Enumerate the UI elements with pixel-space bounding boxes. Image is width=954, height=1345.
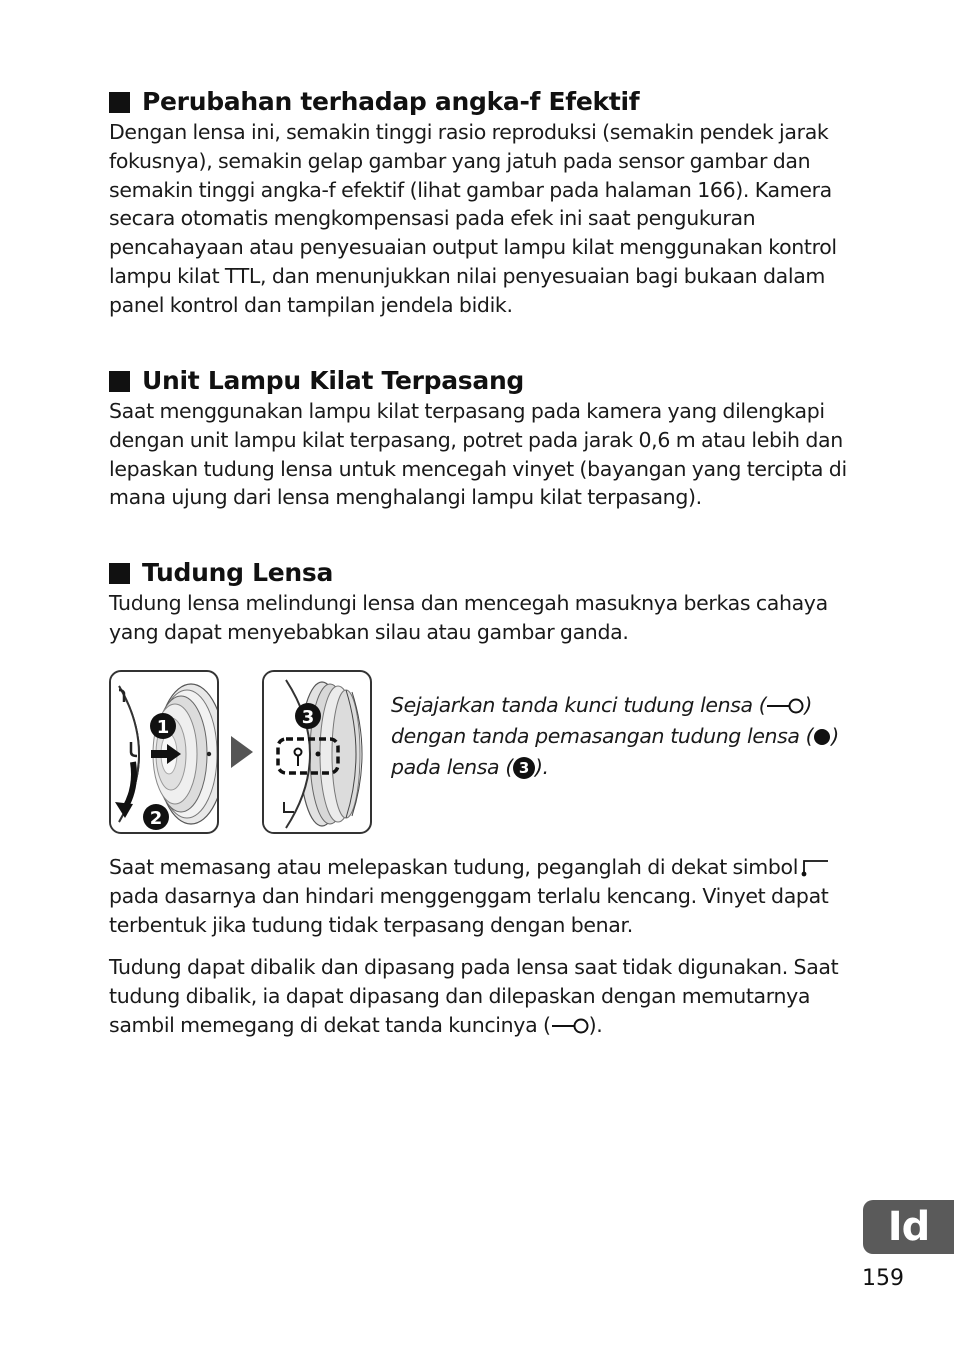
section-heading (109, 557, 849, 589)
paragraph-text-part: ). (588, 1012, 603, 1037)
paragraph-text-part: pada dasarnya dan hindari menggenggam terlalu kencang. Vinyet dapat terbentuk jika tudung tidak terpasang dengan benar. (109, 883, 829, 937)
square-bullet-icon (109, 563, 130, 584)
reversing-paragraph (109, 953, 849, 1039)
heading-text: Unit Lampu Kilat Terpasang (142, 366, 525, 395)
callout-1: 1 (156, 717, 170, 738)
section-body: Dengan lensa ini, semakin tinggi rasio reproduksi (semakin pendek jarak fokusnya), semakin gelap gambar yang jatuh pada sensor gambar dan semakin tinggi angka-f efektif (lihat gambar pada halaman 166). Kamera secara otomatis mengkompensasi pada efek ini saat pengukuran pencahayaan atau penyesuaian output lampu kilat menggunakan kontrol lampu kilat TTL, dan menunjukkan nilai penyesuaian bagi bukaan dalam panel kontrol dan tampilan jendela bidik. (109, 120, 837, 317)
caption-text: Sejajarkan tanda kunci tudung lensa ( (391, 693, 767, 717)
paragraph-text-part: Tudung dapat dibalik dan dipasang pada lensa saat tidak digunakan. Saat tudung dibalik, ia dapat dipasang dan dilepaskan dengan memutarnya sambil memegang di dekat tanda kuncinya ( (109, 955, 839, 1037)
paragraph-text (109, 953, 849, 1039)
section-effective-f-number (109, 86, 849, 320)
square-bullet-icon (109, 371, 130, 392)
paragraph-text-part: Saat memasang atau melepaskan tudung, peganglah di dekat simbol (109, 855, 799, 879)
hood-lock-mark-icon (766, 697, 804, 715)
figure-caption (391, 690, 851, 783)
section-built-in-flash (109, 365, 849, 512)
callout-3: 3 (301, 707, 315, 728)
caption-text: ). (534, 755, 549, 779)
lens-hood-illustration-step2 (262, 670, 372, 834)
heading-text: Tudung Lensa (142, 558, 334, 587)
hood-base-symbol-icon (800, 858, 830, 878)
language-tab: Id (863, 1200, 954, 1254)
next-step-arrow-icon (229, 734, 255, 770)
section-body: Saat menggunakan lampu kilat terpasang pada kamera yang dilengkapi dengan unit lampu kilat terpasang, potret pada jarak 0,6 m atau lebih dan lepaskan tudung lensa untuk mencegah vinyet (bayangan yang tercipta di mana ujung dari lensa menghalangi lampu kilat terpasang). (109, 399, 847, 510)
callout-2: 2 (149, 808, 163, 829)
hood-mounting-mark-icon (813, 728, 831, 746)
callout-3-icon: 3 (513, 757, 535, 779)
hood-lock-mark-icon (551, 1017, 589, 1035)
lens-hood-aligned-drawing (264, 672, 372, 834)
section-heading (109, 86, 849, 118)
lens-hood-illustration-step1 (109, 670, 219, 834)
paragraph-text (109, 853, 849, 939)
caption-text: ) pada lensa ( (391, 724, 839, 779)
section-heading (109, 365, 849, 397)
square-bullet-icon (109, 92, 130, 113)
page-number: 159 (862, 1266, 904, 1291)
caption-text: ) dengan tanda pemasangan tudung lensa ( (391, 693, 814, 748)
section-lens-hood (109, 557, 849, 647)
section-body: Tudung lensa melindungi lensa dan mencegah masuknya berkas cahaya yang dapat menyebabkan silau atau gambar ganda. (109, 591, 828, 644)
lens-hood-attach-drawing (111, 672, 219, 834)
handling-paragraph (109, 853, 849, 939)
heading-text: Perubahan terhadap angka-f Efektif (142, 87, 640, 116)
